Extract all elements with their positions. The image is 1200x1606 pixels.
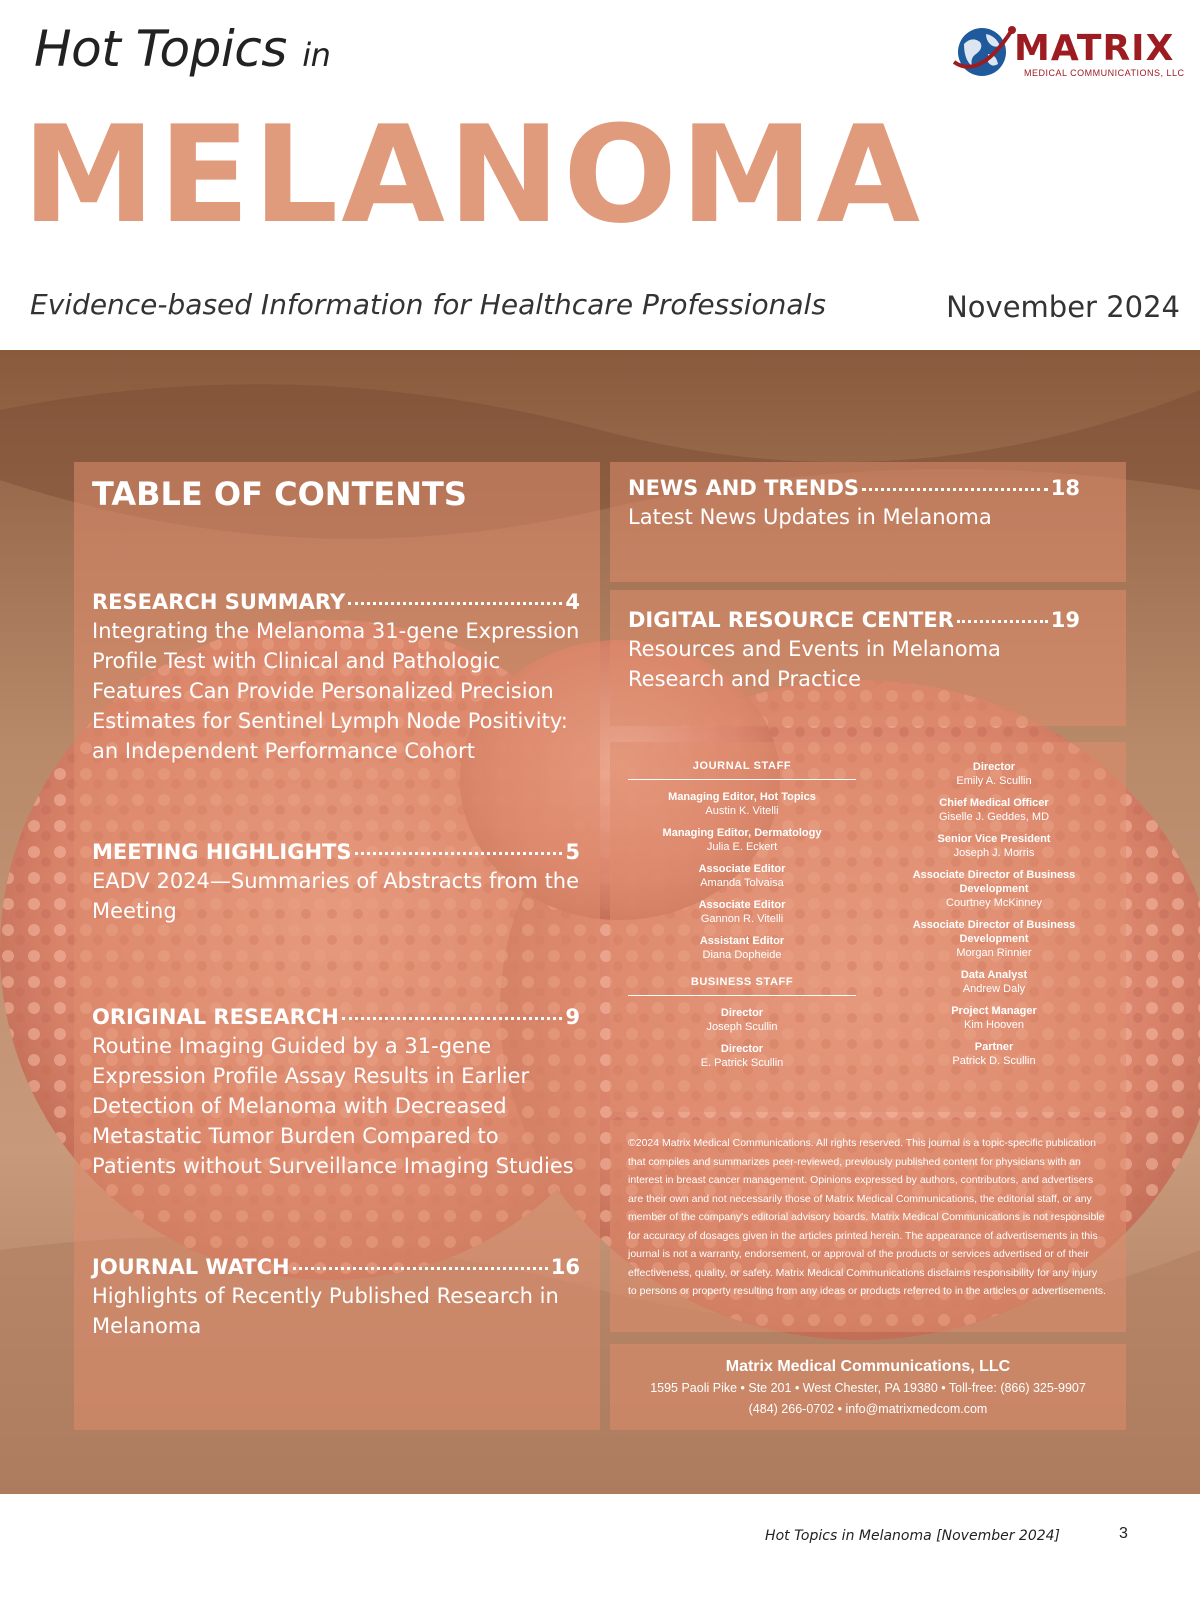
- staff-name: Patrick D. Scullin: [952, 1055, 1036, 1067]
- main-title: MELANOMA: [22, 97, 924, 253]
- toc-section: JOURNAL WATCH: [92, 1255, 290, 1279]
- journal-staff-heading: JOURNAL STAFF: [628, 760, 856, 780]
- staff-name: Joseph J. Morris: [953, 847, 1035, 859]
- staff-name: Gannon R. Vitelli: [700, 913, 784, 925]
- staff-role: Managing Editor, Dermatology: [662, 827, 822, 839]
- staff-name: Andrew Daly: [962, 983, 1026, 995]
- staff-right-column: [880, 760, 1108, 1076]
- staff-role: Assistant Editor: [699, 935, 785, 947]
- staff-entry: [628, 934, 856, 962]
- toc-entry-original-research[interactable]: [92, 1005, 580, 1181]
- toc-entry-research-summary[interactable]: [92, 590, 580, 766]
- toc-heading: TABLE OF CONTENTS: [92, 475, 467, 513]
- staff-left-column: [628, 760, 856, 1078]
- toc-entry-journal-watch[interactable]: [92, 1255, 580, 1341]
- staff-entry: [880, 918, 1108, 960]
- staff-name: Diana Dopheide: [702, 949, 782, 961]
- toc-page: 16: [550, 1255, 580, 1279]
- toc-page: 18: [1050, 476, 1080, 500]
- toc-leader: [342, 1017, 563, 1020]
- staff-name: Giselle J. Geddes, MD: [938, 811, 1050, 823]
- staff-role: Partner: [974, 1041, 1014, 1053]
- staff-entry: [628, 1042, 856, 1070]
- toc-description: EADV 2024—Summaries of Abstracts from the Meeting: [92, 869, 580, 923]
- toc-section: DIGITAL RESOURCE CENTER: [628, 608, 954, 632]
- staff-role: Managing Editor, Hot Topics: [668, 791, 816, 803]
- staff-role: Director: [720, 1043, 764, 1055]
- toc-leader: [348, 602, 562, 605]
- series-title-text: Hot Topics: [34, 20, 287, 78]
- staff-entry: [628, 898, 856, 926]
- series-title: [34, 20, 330, 78]
- toc-entry-digital-resource-center[interactable]: [628, 608, 1080, 694]
- staff-name: Courtney McKinney: [946, 897, 1042, 909]
- staff-name: Morgan Rinnier: [956, 947, 1032, 959]
- company-name: Matrix Medical Communications, LLC: [725, 1358, 1011, 1375]
- toc-entry-news-and-trends[interactable]: [628, 476, 1080, 532]
- staff-entry: [628, 862, 856, 890]
- toc-leader: [293, 1267, 548, 1270]
- toc-description: Integrating the Melanoma 31-gene Expression Profile Test with Clinical and Pathologic Features Can Provide Personalized Precision Estimates for Sentinel Lymph Node Positivity: an Independent Performance Cohort: [92, 619, 580, 763]
- toc-section: NEWS AND TRENDS: [628, 476, 860, 500]
- toc-section: MEETING HIGHLIGHTS: [92, 840, 352, 864]
- toc-description: Routine Imaging Guided by a 31-gene Expression Profile Assay Results in Earlier Detection of Melanoma with Decreased Metastatic Tumor Burden Compared to Patients without Surveillance Imaging Studies: [92, 1034, 574, 1178]
- toc-description: Resources and Events in Melanoma Research and Practice: [628, 637, 1001, 691]
- staff-entry: [880, 1004, 1108, 1032]
- staff-name: Austin K. Vitelli: [705, 805, 779, 817]
- staff-role: Chief Medical Officer: [939, 797, 1049, 809]
- toc-leader: [355, 852, 563, 855]
- logo-name: MATRIX: [1014, 28, 1175, 69]
- staff-entry: [628, 826, 856, 854]
- staff-role: Associate Editor: [698, 863, 786, 875]
- staff-entry: [880, 1040, 1108, 1068]
- toc-section: RESEARCH SUMMARY: [92, 590, 346, 614]
- company-phone-email: (484) 266-0702 • info@matrixmedcom.com: [748, 1402, 988, 1416]
- staff-role: Associate Director of Business Development: [912, 919, 1076, 945]
- staff-entry: [628, 790, 856, 818]
- publisher-logo: [950, 18, 1185, 82]
- staff-role: Data Analyst: [960, 969, 1028, 981]
- staff-role: Associate Editor: [698, 899, 786, 911]
- business-staff-heading: BUSINESS STAFF: [628, 976, 856, 996]
- toc-leader: [862, 488, 1048, 491]
- staff-entry: [880, 968, 1108, 996]
- globe-logo-icon: [950, 18, 1016, 82]
- staff-name: Amanda Tolvaisa: [700, 877, 784, 889]
- staff-role: Director: [720, 1007, 764, 1019]
- company-address: 1595 Paoli Pike • Ste 201 • West Chester, PA 19380 • Toll-free: (866) 325-9907: [650, 1381, 1086, 1395]
- logo-subtitle: MEDICAL COMMUNICATIONS, LLC: [1024, 68, 1185, 78]
- staff-entry: [880, 796, 1108, 824]
- staff-name: E. Patrick Scullin: [700, 1057, 784, 1069]
- footer-title: Hot Topics in Melanoma [November 2024]: [765, 1528, 1060, 1544]
- staff-role: Project Manager: [951, 1005, 1037, 1017]
- staff-entry: [880, 832, 1108, 860]
- toc-leader: [957, 620, 1048, 623]
- staff-role: Associate Director of Business Development: [912, 869, 1076, 895]
- issue-date: November 2024: [946, 290, 1180, 324]
- tagline: Evidence-based Information for Healthcare Professionals: [30, 288, 826, 321]
- series-title-in: in: [302, 36, 331, 74]
- staff-role: Director: [972, 761, 1016, 773]
- page-number: 3: [1119, 1525, 1128, 1542]
- copyright-notice: ©2024 Matrix Medical Communications. All rights reserved. This journal is a topic-specific publication that compiles and summarizes peer-reviewed, previously published content for physicians with an interest in breast cancer management. Opinions expressed by authors, contributors, and advertisers are their own and not necessarily those of Matrix Medical Communications, the editorial staff, or any member of the company's editorial advisory boards. Matrix Medical Communications is not responsible for accuracy of dosages given in the articles printed herein. The appearance of advertisements in this journal is not a warranty, endorsement, or approval of the products or services advertised or of their effectiveness, quality, or safety. Matrix Medical Communications disclaims responsibility for any injury to persons or property resulting from any ideas or products referred to in the articles or advertisements.: [628, 1137, 1106, 1297]
- contact-block: [610, 1356, 1126, 1420]
- toc-page: 5: [565, 840, 580, 864]
- toc-page: 9: [565, 1005, 580, 1029]
- staff-name: Emily A. Scullin: [956, 775, 1032, 787]
- staff-role: Senior Vice President: [937, 833, 1051, 845]
- staff-entry: [628, 1006, 856, 1034]
- toc-section: ORIGINAL RESEARCH: [92, 1005, 339, 1029]
- toc-description: Highlights of Recently Published Research in Melanoma: [92, 1284, 559, 1338]
- staff-entry: [880, 760, 1108, 788]
- staff-name: Kim Hooven: [964, 1019, 1024, 1031]
- staff-name: Julia E. Eckert: [706, 841, 778, 853]
- toc-entry-meeting-highlights[interactable]: [92, 840, 580, 926]
- toc-description: Latest News Updates in Melanoma: [628, 505, 992, 529]
- toc-page: 4: [565, 590, 580, 614]
- toc-page: 19: [1050, 608, 1080, 632]
- staff-name: Joseph Scullin: [706, 1021, 778, 1033]
- staff-entry: [880, 868, 1108, 910]
